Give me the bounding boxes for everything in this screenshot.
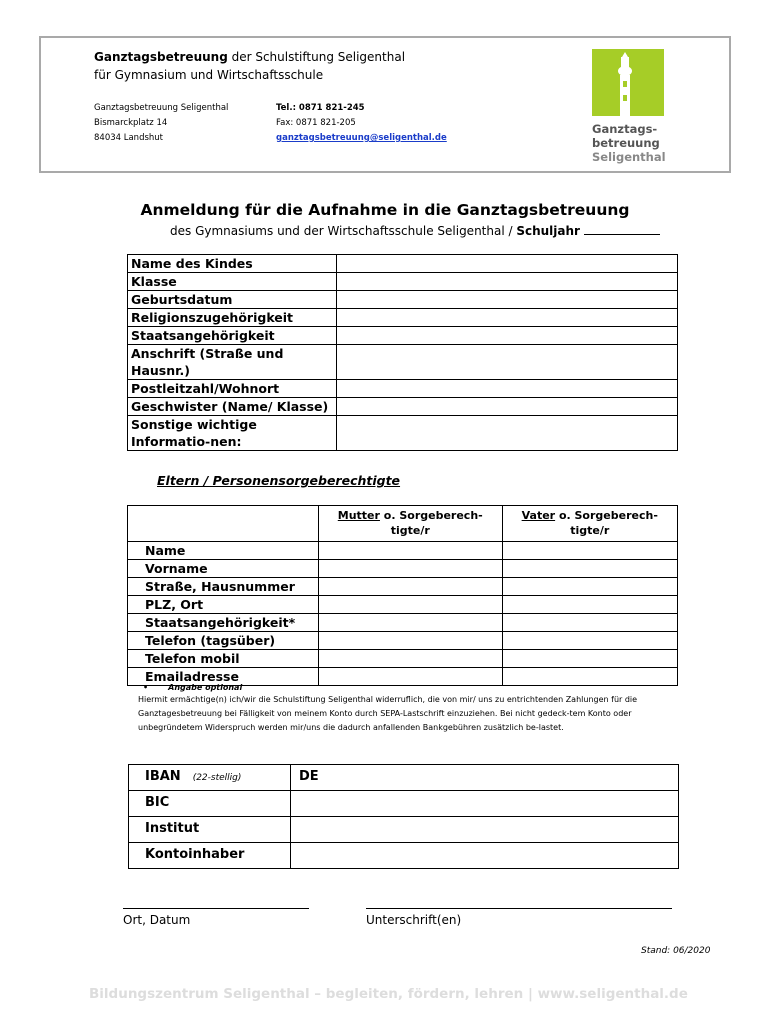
child-nationality-field[interactable] (337, 327, 678, 345)
org-subline: für Gymnasium und Wirtschaftsschule (94, 68, 324, 82)
child-address-field[interactable] (337, 345, 678, 380)
table-row: Geburtsdatum (128, 291, 678, 309)
mother-email-field[interactable] (319, 668, 503, 686)
parents-heading: Eltern / Personensorgeberechtigte (157, 473, 401, 488)
mother-zip-city-field[interactable] (319, 596, 503, 614)
mother-street-field[interactable] (319, 578, 503, 596)
tower-logo-icon (592, 49, 664, 116)
father-street-field[interactable] (502, 578, 677, 596)
contact-block (276, 101, 447, 146)
version-stamp: Stand: 06/2020 (641, 946, 711, 956)
org-name: Ganztagsbetreuung der Schulstiftung Seligenthal (94, 50, 406, 64)
kontoinhaber-field[interactable] (291, 843, 679, 869)
mother-mobile-field[interactable] (319, 650, 503, 668)
place-date-label: Ort, Datum (123, 913, 191, 927)
table-header-row (128, 506, 678, 542)
bank-details-table (128, 764, 679, 869)
father-mobile-field[interactable] (502, 650, 677, 668)
page-footer: Bildungszentrum Seligenthal – begleiten, fördern, lehren | www.seligenthal.de (89, 986, 688, 1002)
institut-field[interactable] (291, 817, 679, 843)
bic-field[interactable] (291, 791, 679, 817)
child-siblings-field[interactable] (337, 398, 678, 416)
child-zip-city-field[interactable] (337, 380, 678, 398)
table-row: Klasse (128, 273, 678, 291)
father-name-field[interactable] (502, 542, 677, 560)
father-column-header: Vater o. Sorgeberech-tigte/r (502, 506, 677, 542)
table-row (129, 765, 679, 791)
table-row: Staatsangehörigkeit (128, 327, 678, 345)
mother-name-field[interactable] (319, 542, 503, 560)
kontoinhaber-label: Kontoinhaber (129, 843, 291, 869)
child-birthdate-field[interactable] (337, 291, 678, 309)
father-zip-city-field[interactable] (502, 596, 677, 614)
table-row: PLZ, Ort (128, 596, 678, 614)
child-info-table (127, 254, 678, 451)
mother-column-header: Mutter o. Sorgeberech-tigte/r (319, 506, 503, 542)
father-phone-day-field[interactable] (502, 632, 677, 650)
child-name-field[interactable] (337, 255, 678, 273)
table-row: Straße, Hausnummer (128, 578, 678, 596)
table-row: Emailadresse (128, 668, 678, 686)
signature-label: Unterschrift(en) (366, 913, 462, 927)
table-row: Religionszugehörigkeit (128, 309, 678, 327)
table-row: Vorname (128, 560, 678, 578)
email-link[interactable]: ganztagsbetreuung@seligenthal.de (276, 133, 447, 143)
mother-phone-day-field[interactable] (319, 632, 503, 650)
table-row: Name des Kindes (128, 255, 678, 273)
table-row (129, 817, 679, 843)
table-row (129, 843, 679, 869)
table-row: Name (128, 542, 678, 560)
table-row: Telefon (tagsüber) (128, 632, 678, 650)
table-row: Sonstige wichtige Informatio-nen: (128, 416, 678, 451)
child-class-field[interactable] (337, 273, 678, 291)
schuljahr-blank[interactable] (584, 225, 660, 235)
mother-firstname-field[interactable] (319, 560, 503, 578)
child-other-info-field[interactable] (337, 416, 678, 451)
parents-table (127, 505, 678, 686)
page-title: Anmeldung für die Aufnahme in die Ganztagsbetreuung (140, 201, 630, 219)
signature-line[interactable] (366, 908, 672, 909)
bic-label: BIC (129, 791, 291, 817)
child-religion-field[interactable] (337, 309, 678, 327)
table-row: Anschrift (Straße und Hausnr.) (128, 345, 678, 380)
table-row: Postleitzahl/Wohnort (128, 380, 678, 398)
sepa-mandate-text: Hiermit ermächtige(n) ich/wir die Schulstiftung Seligenthal widerruflich, die von mir/ uns zu entrichtenden Zahlungen für die Ganztagesbetreuung bei Fälligkeit von meinem Konto durch SEPA-Lastschrift einzuziehen. Bei nicht gedeck-tem Konto oder unbegründetem Widerspruch werden mir/uns die dadurch anfallenden Bankgebühren zusätzlich be-lastet. (138, 695, 638, 732)
institut-label: Institut (129, 817, 291, 843)
place-date-line[interactable] (123, 908, 309, 909)
table-row: Telefon mobil (128, 650, 678, 668)
table-row: Staatsangehörigkeit* (128, 614, 678, 632)
phone: Tel.: 0871 821-245 (276, 103, 365, 113)
father-firstname-field[interactable] (502, 560, 677, 578)
father-nationality-field[interactable] (502, 614, 677, 632)
logo-wordmark: Ganztags- betreuung Seligenthal (592, 122, 666, 164)
letterhead (39, 36, 731, 173)
table-row (129, 791, 679, 817)
father-email-field[interactable] (502, 668, 677, 686)
page-subtitle: des Gymnasiums und der Wirtschaftsschule Seligenthal / Schuljahr (170, 224, 660, 238)
mother-nationality-field[interactable] (319, 614, 503, 632)
address-block: Ganztagsbetreuung Seligenthal Bismarckplatz 14 84034 Landshut (94, 103, 229, 143)
optional-footnote: • Angabe optional (143, 683, 243, 692)
iban-label: IBAN (22-stellig) (129, 765, 291, 791)
bullet-icon: • (143, 683, 149, 692)
table-row: Geschwister (Name/ Klasse) (128, 398, 678, 416)
iban-field[interactable]: DE (291, 765, 679, 791)
fax: Fax: 0871 821-205 (276, 118, 356, 128)
